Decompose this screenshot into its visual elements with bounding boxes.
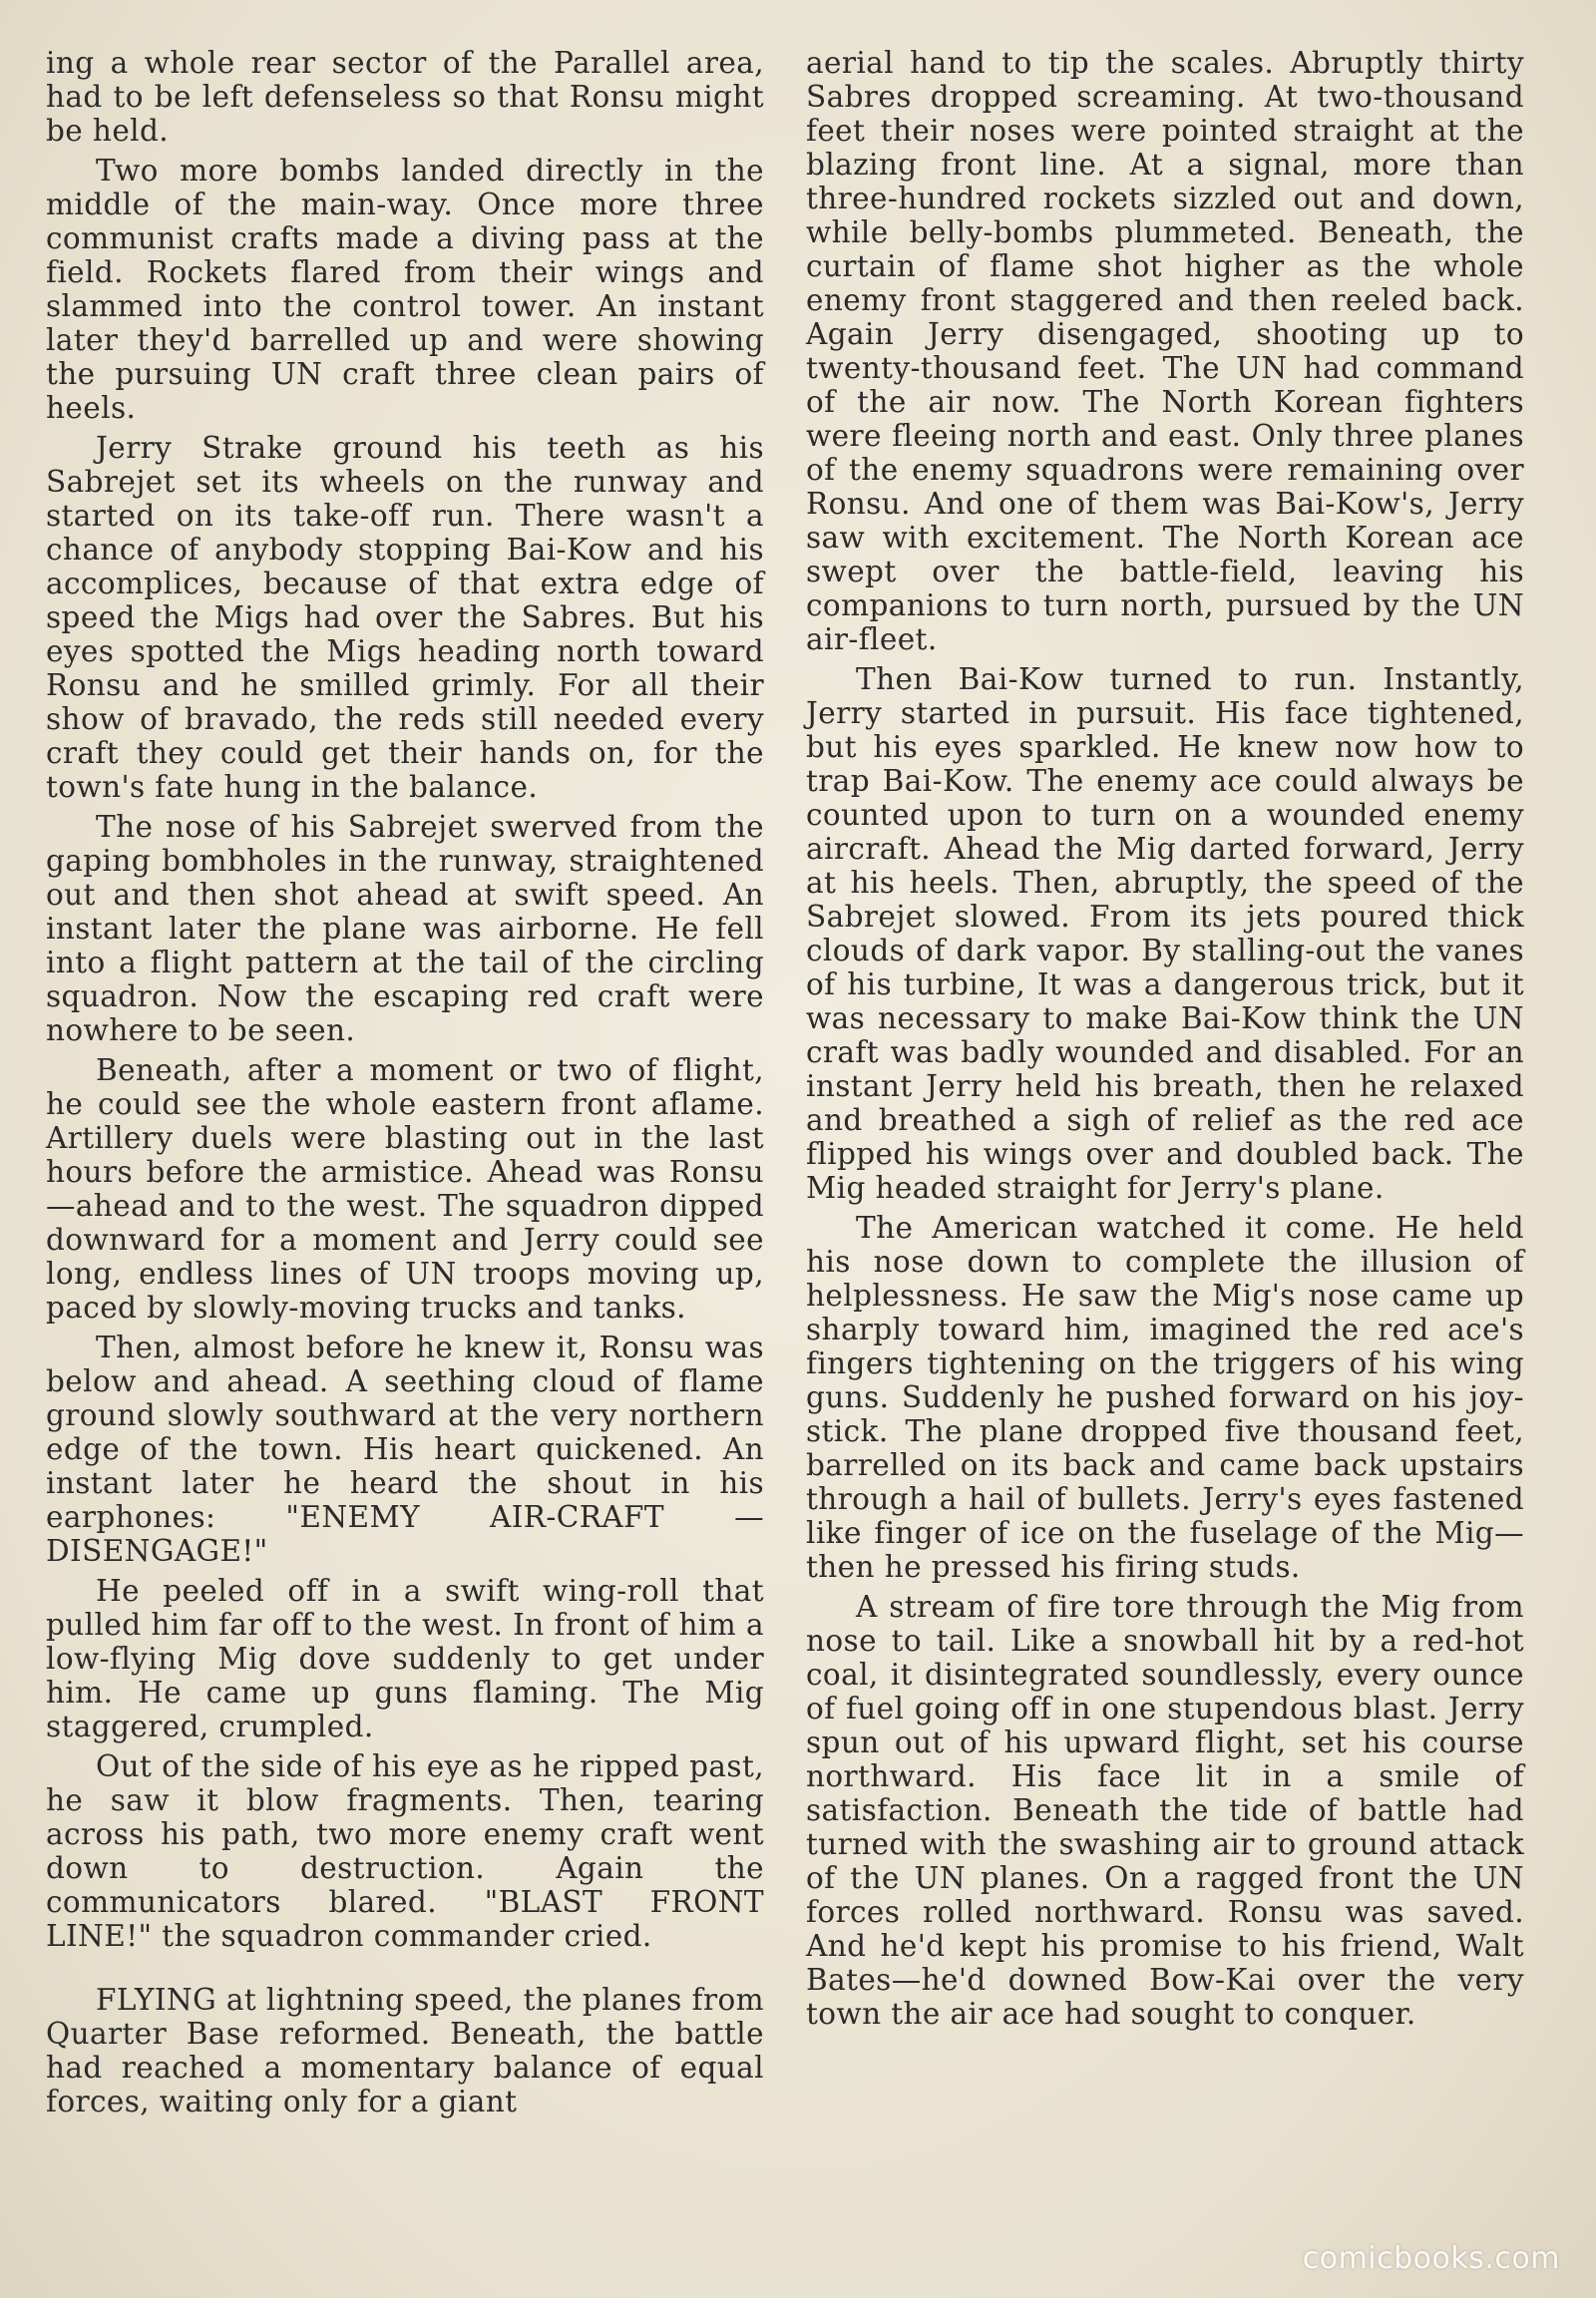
paragraph: He peeled off in a swift wing-roll that pulled him far off to the west. In front of him a low-flying Mig dove suddenly to get under him. He came up guns flaming. The Mig staggered, crumpled. bbox=[46, 1574, 764, 1743]
paragraph: aerial hand to tip the scales. Abruptly thirty Sabres dropped screaming. At two-thousand feet their noses were pointed straight at the blazing front line. At a signal, more than three-hundred rockets sizzled out and down, while belly-bombs plummeted. Beneath, the curtain of flame shot higher as the whole enemy front staggered and then reeled back. Again Jerry disengaged, shooting up to twenty-thousand feet. The UN had command of the air now. The North Korean fighters were fleeing north and east. Only three planes of the enemy squadrons were remaining over Ronsu. And one of them was Bai-Kow's, Jerry saw with excitement. The North Korean ace swept over the battle-field, leaving his companions to turn north, pursued by the UN air-fleet. bbox=[806, 46, 1524, 656]
paragraph: FLYING at lightning speed, the planes from Quarter Base reformed. Beneath, the battle had reached a momentary balance of equal forces, waiting only for a giant bbox=[46, 1983, 764, 2118]
paragraph: Jerry Strake ground his teeth as his Sabrejet set its wheels on the runway and started on its take-off run. There wasn't a chance of anybody stopping Bai-Kow and his accomplices, because of that extra edge of speed the Migs had over the Sabres. But his eyes spotted the Migs heading north toward Ronsu and he smilled grimly. For all their show of bravado, the reds still needed every craft they could get their hands on, for the town's fate hung in the balance. bbox=[46, 431, 764, 804]
left-text-column bbox=[46, 46, 764, 2124]
paragraph: A stream of fire tore through the Mig from nose to tail. Like a snowball hit by a red-hot coal, it disintegrated soundlessly, every ounce of fuel going off in one stupendous blast. Jerry spun out of his upward flight, set his course northward. His face lit in a smile of satisfaction. Beneath the tide of battle had turned with the swashing air to ground attack of the UN planes. On a ragged front the UN forces rolled northward. Ronsu was saved. And he'd kept his promise to his friend, Walt Bates—he'd downed Bow-Kai over the very town the air ace had sought to conquer. bbox=[806, 1590, 1524, 2031]
right-text-column bbox=[806, 46, 1524, 2037]
paragraph: ing a whole rear sector of the Parallel area, had to be left defenseless so that Ronsu might be held. bbox=[46, 46, 764, 148]
paragraph: Out of the side of his eye as he ripped past, he saw it blow fragments. Then, tearing across his path, two more enemy craft went down to destruction. Again the communicators blared. "BLAST FRONT LINE!" the squadron commander cried. bbox=[46, 1749, 764, 1953]
paragraph: Then, almost before he knew it, Ronsu was below and ahead. A seething cloud of flame ground slowly southward at the very northern edge of the town. His heart quickened. An instant later he heard the shout in his earphones: "ENEMY AIR-CRAFT — DISENGAGE!" bbox=[46, 1331, 764, 1568]
paragraph: Beneath, after a moment or two of flight, he could see the whole eastern front aflame. Artillery duels were blasting out in the last hours before the armistice. Ahead was Ronsu—ahead and to the west. The squadron dipped downward for a moment and Jerry could see long, endless lines of UN troops moving up, paced by slowly-moving trucks and tanks. bbox=[46, 1053, 764, 1325]
paragraph: The American watched it come. He held his nose down to complete the illusion of helplessness. He saw the Mig's nose came up sharply toward him, imagined the red ace's fingers tightening on the triggers of his wing guns. Suddenly he pushed forward on his joy-stick. The plane dropped five thousand feet, barrelled on its back and came back upstairs through a hail of bullets. Jerry's eyes fastened like finger of ice on the fuselage of the Mig—then he pressed his firing studs. bbox=[806, 1211, 1524, 1584]
paragraph: Then Bai-Kow turned to run. Instantly, Jerry started in pursuit. His face tightened, but his eyes sparkled. He knew now how to trap Bai-Kow. The enemy ace could always be counted upon to turn on a wounded enemy aircraft. Ahead the Mig darted forward, Jerry at his heels. Then, abruptly, the speed of the Sabrejet slowed. From its jets poured thick clouds of dark vapor. By stalling-out the vanes of his turbine, It was a dangerous trick, but it was necessary to make Bai-Kow think the UN craft was badly wounded and disabled. For an instant Jerry held his breath, then he relaxed and breathed a sigh of relief as the red ace flipped his wings over and doubled back. The Mig headed straight for Jerry's plane. bbox=[806, 662, 1524, 1205]
watermark-logo: comicbooks.com bbox=[1302, 2241, 1560, 2276]
paragraph: The nose of his Sabrejet swerved from the gaping bombholes in the runway, straightened out and then shot ahead at swift speed. An instant later the plane was airborne. He fell into a flight pattern at the tail of the circling squadron. Now the escaping red craft were nowhere to be seen. bbox=[46, 810, 764, 1047]
paragraph: Two more bombs landed directly in the middle of the main-way. Once more three communist crafts made a diving pass at the field. Rockets flared from their wings and slammed into the control tower. An instant later they'd barrelled up and were showing the pursuing UN craft three clean pairs of heels. bbox=[46, 154, 764, 425]
